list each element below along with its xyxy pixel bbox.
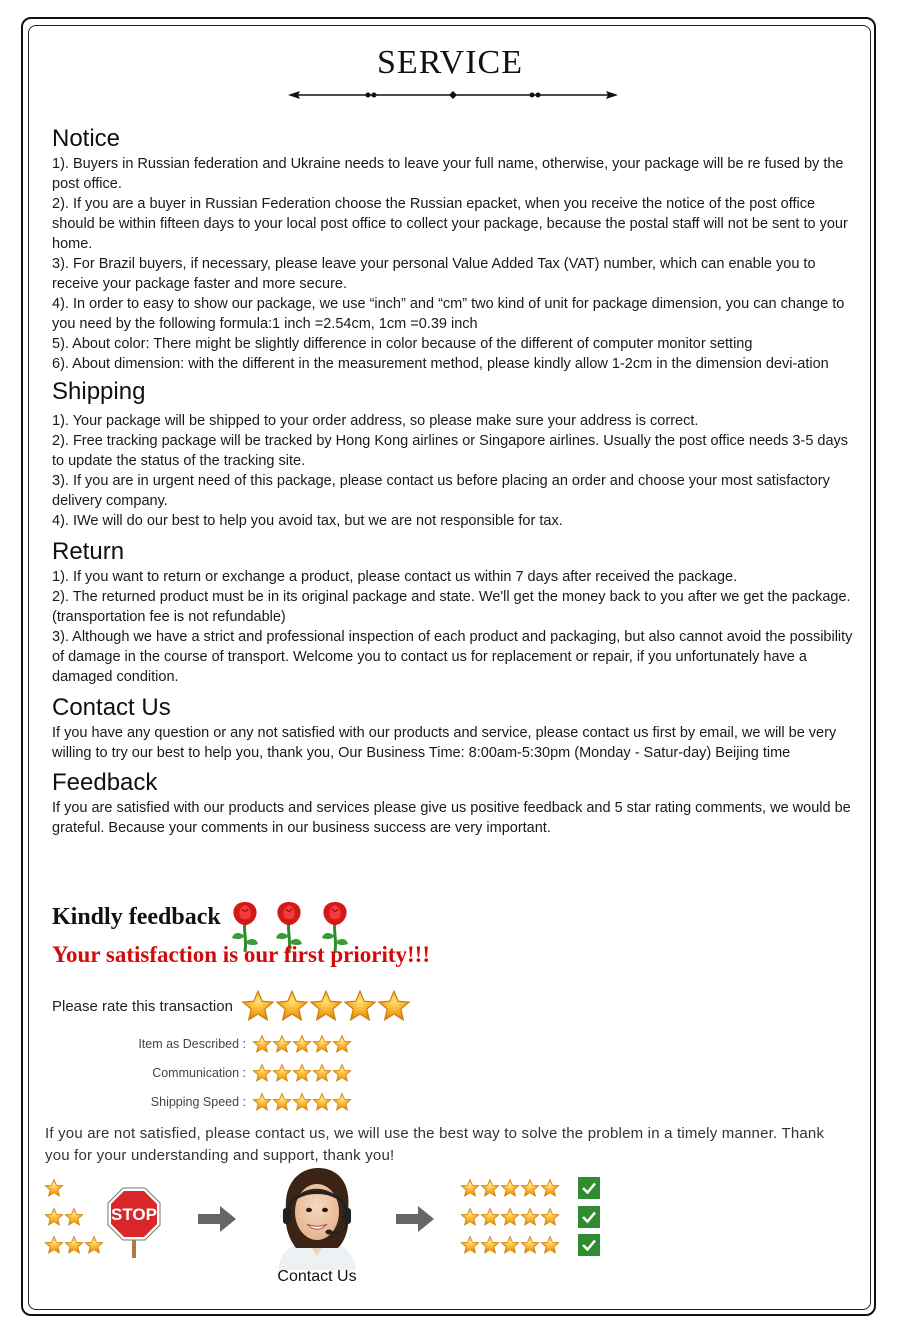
- contact-us-label[interactable]: Contact Us: [277, 1268, 357, 1285]
- shipping-heading: Shipping: [52, 378, 146, 405]
- star-icon: [500, 1207, 520, 1227]
- star-icon[interactable]: [312, 1092, 332, 1112]
- star-icon[interactable]: [332, 1092, 352, 1112]
- star-icon: [500, 1178, 520, 1198]
- item-described-stars[interactable]: [252, 1034, 352, 1054]
- return-item: 3). Although we have a strict and professional inspection of each product and packaging, but also cannot avoid the possibility of damage in the course of transport. Welcome you to contact us for replacement or repair, if you unfortunately have a damaged condition.: [52, 629, 853, 685]
- contact-section: [52, 693, 858, 763]
- star-icon: [84, 1235, 104, 1255]
- star-icon: [480, 1235, 500, 1255]
- star-icon: [540, 1235, 560, 1255]
- customer-service-agent-icon: [258, 1166, 376, 1270]
- five-star-result-row: [460, 1232, 600, 1258]
- star-icon[interactable]: [312, 1034, 332, 1054]
- star-icon[interactable]: [343, 989, 377, 1023]
- rate-prompt: Please rate this transaction: [52, 997, 233, 1015]
- star-icon: [460, 1178, 480, 1198]
- checkmark-icon: [578, 1206, 600, 1228]
- stop-sign-icon: [106, 1186, 162, 1258]
- rating-row-item-described: [52, 1033, 352, 1055]
- notice-item: 4). In order to easy to show our package, we use “inch” and “cm” two kind of unit for package dimension, you can change to you need by the following formula:1 inch =2.54cm, 1cm =0.39 inch: [52, 296, 845, 332]
- return-heading: Return: [52, 538, 125, 565]
- star-icon[interactable]: [309, 989, 343, 1023]
- feedback-text: If you are satisfied with our products and services please give us positive feedback and 5 star rating comments, we would be grateful. Because your comments in our business success are very important.: [52, 800, 851, 836]
- star-icon: [540, 1178, 560, 1198]
- ornament-divider-icon: [288, 88, 618, 102]
- star-icon[interactable]: [241, 989, 275, 1023]
- star-icon[interactable]: [292, 1063, 312, 1083]
- star-icon[interactable]: [332, 1063, 352, 1083]
- star-icon[interactable]: [272, 1034, 292, 1054]
- star-icon[interactable]: [332, 1034, 352, 1054]
- shipping-item: 3). If you are in urgent need of this package, please contact us before placing an order and choose your most satisfactory delivery company.: [52, 473, 830, 509]
- shipping-speed-stars[interactable]: [252, 1092, 352, 1112]
- star-icon: [520, 1207, 540, 1227]
- star-icon[interactable]: [312, 1063, 332, 1083]
- star-icon: [520, 1235, 540, 1255]
- contact-heading: Contact Us: [52, 694, 171, 721]
- feedback-heading: Feedback: [52, 769, 158, 796]
- five-star-result-row: [460, 1175, 600, 1201]
- rating-label: Communication :: [152, 1066, 246, 1080]
- notice-section: [52, 124, 858, 374]
- star-icon: [44, 1207, 64, 1227]
- notice-heading: Notice: [52, 125, 121, 152]
- star-icon: [480, 1178, 500, 1198]
- star-icon: [500, 1235, 520, 1255]
- star-icon: [460, 1235, 480, 1255]
- rating-row-shipping-speed: [52, 1091, 352, 1113]
- return-item: 1). If you want to return or exchange a product, please contact us within 7 days after received the package.: [52, 569, 738, 585]
- star-icon: [44, 1178, 64, 1198]
- arrow-right-icon: [198, 1206, 236, 1232]
- star-icon[interactable]: [252, 1092, 272, 1112]
- kindly-feedback-banner: [52, 900, 472, 980]
- star-icon[interactable]: [252, 1034, 272, 1054]
- overall-star-rating[interactable]: [241, 989, 411, 1023]
- rating-row-communication: [52, 1062, 352, 1084]
- two-star-tier: [44, 1207, 84, 1227]
- five-star-result-row: [460, 1204, 600, 1230]
- shipping-section: [52, 377, 858, 531]
- star-icon[interactable]: [272, 1063, 292, 1083]
- one-star-tier: [44, 1178, 64, 1198]
- star-icon: [64, 1207, 84, 1227]
- shipping-item: 4). IWe will do our best to help you avoid tax, but we are not responsible for tax.: [52, 513, 563, 529]
- return-section: [52, 537, 858, 687]
- page-title: SERVICE: [377, 44, 523, 81]
- arrow-right-icon: [396, 1206, 434, 1232]
- star-icon: [480, 1207, 500, 1227]
- notice-item: 3). For Brazil buyers, if necessary, please leave your personal Value Added Tax (VAT) number, which can enable you to receive your package faster and more secure.: [52, 256, 816, 292]
- star-icon[interactable]: [275, 989, 309, 1023]
- star-icon[interactable]: [272, 1092, 292, 1112]
- star-icon: [64, 1235, 84, 1255]
- not-satisfied-message: If you are not satisfied, please contact us, we will use the best way to solve the problem in a timely manner. Thank you for your understanding and support, thank you!: [45, 1125, 825, 1164]
- service-content: [52, 124, 858, 838]
- checkmark-icon: [578, 1234, 600, 1256]
- kindly-feedback-title: Kindly feedback: [52, 904, 221, 930]
- star-icon[interactable]: [252, 1063, 272, 1083]
- rating-label: Item as Described :: [138, 1037, 246, 1051]
- feedback-section: [52, 768, 858, 838]
- shipping-item: 1). Your package will be shipped to your order address, so please make sure your address is correct.: [52, 413, 699, 429]
- satisfaction-slogan: Your satisfaction is our first priority!!!: [52, 942, 430, 967]
- three-star-tier: [44, 1235, 104, 1255]
- stop-label: STOP: [111, 1205, 157, 1224]
- checkmark-icon: [578, 1177, 600, 1199]
- contact-text: If you have any question or any not satisfied with our products and service, please contact us first by email, we will be very willing to try our best to help you, thank you, Our Business Time: 8:00am-5:30pm (Monday - Satur-day) Beijing time: [52, 725, 837, 761]
- star-icon: [44, 1235, 64, 1255]
- star-icon[interactable]: [292, 1092, 312, 1112]
- notice-item: 1). Buyers in Russian federation and Ukraine needs to leave your full name, otherwise, your package will be re fused by the post office.: [52, 156, 844, 192]
- rating-label: Shipping Speed :: [150, 1095, 246, 1109]
- star-icon: [520, 1178, 540, 1198]
- star-icon: [460, 1207, 480, 1227]
- star-icon[interactable]: [377, 989, 411, 1023]
- notice-item: 5). About color: There might be slightly difference in color because of the different of computer monitor setting: [52, 336, 753, 352]
- return-item: 2). The returned product must be in its original package and state. We'll get the money back to you after we get the package. (transportation fee is not refundable): [52, 589, 851, 625]
- notice-item: 6). About dimension: with the different in the measurement method, please kindly allow 1-2cm in the dimension devi-ation: [52, 356, 829, 372]
- star-icon[interactable]: [292, 1034, 312, 1054]
- communication-stars[interactable]: [252, 1063, 352, 1083]
- star-icon: [540, 1207, 560, 1227]
- shipping-item: 2). Free tracking package will be tracked by Hong Kong airlines or Singapore airlines. Usually the post office needs 3-5 days to update the status of the tracking site.: [52, 433, 849, 469]
- rate-transaction-row: [52, 988, 411, 1024]
- notice-item: 2). If you are a buyer in Russian Federation choose the Russian epacket, when you receive the notice of the post office should be within fifteen days to your local post office to collect your package, because the postal staff will not be sent to your home.: [52, 196, 848, 252]
